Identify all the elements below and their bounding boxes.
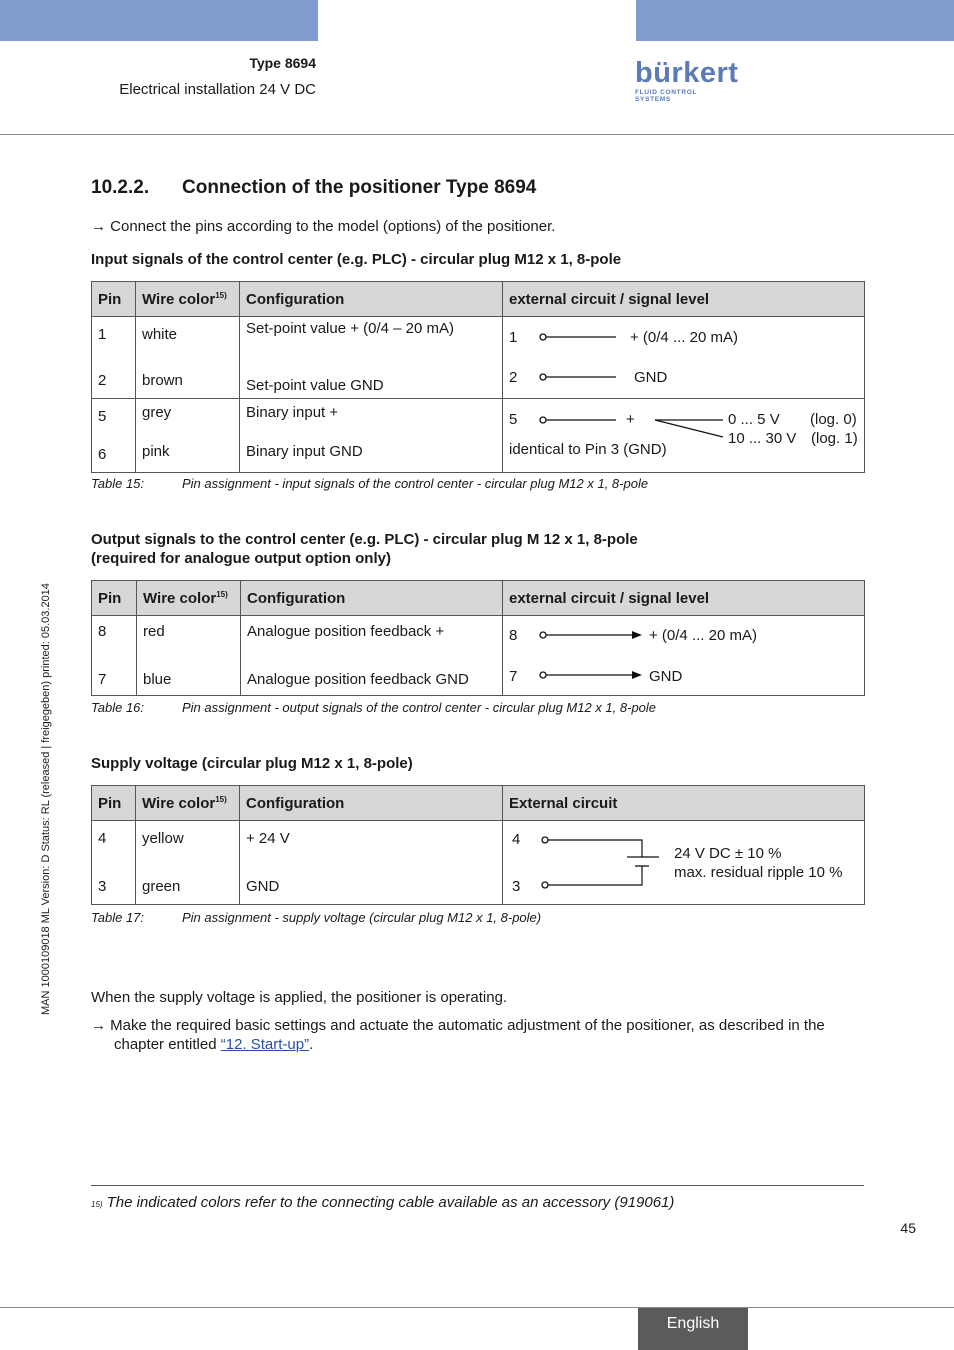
col-external: external circuit / signal level (503, 282, 865, 317)
pin-a: 1 (98, 326, 107, 343)
wire-b: brown (142, 372, 183, 389)
col-wire (136, 282, 240, 317)
ext-label-2: max. residual ripple 10 % (674, 864, 843, 881)
logo-word: bürkert (635, 57, 739, 89)
ext-log2: (log. 1) (811, 430, 858, 447)
pin-b: 7 (98, 671, 107, 688)
config-b: Analogue position feedback GND (247, 671, 469, 688)
body-paragraph-2-cont (114, 1036, 313, 1053)
ext-v2: 10 ... 30 V (728, 430, 797, 447)
wire-a: yellow (142, 830, 184, 847)
table1-caption (91, 476, 648, 491)
body-text: chapter entitled (114, 1036, 221, 1053)
ext-label-1: + (0/4 ... 20 mA) (649, 627, 757, 644)
body-text: . (309, 1036, 314, 1053)
ext-pin-2: 2 (509, 369, 518, 386)
caption-label: Table 16: (91, 700, 145, 715)
col-pin: Pin (92, 282, 136, 317)
ext-label-2: GND (649, 668, 683, 685)
col-wire-sup: 15) (216, 589, 228, 599)
header-subtitle: Electrical installation 24 V DC (119, 81, 316, 98)
header-type: Type 8694 (249, 55, 316, 71)
ext-plus: + (626, 411, 635, 428)
config-a: Analogue position feedback + (247, 623, 445, 640)
footnote-text: The indicated colors refer to the connecting cable available as an accessory (919061) (106, 1194, 675, 1211)
config-b: Set-point value GND (246, 377, 384, 394)
table-row (92, 317, 865, 399)
config-b: Binary input GND (246, 443, 363, 460)
ext-pin-2: 7 (509, 668, 518, 685)
burkert-logo (635, 57, 739, 103)
col-external: External circuit (503, 786, 865, 821)
header-bar-right (636, 0, 954, 41)
pin-b: 6 (98, 446, 107, 463)
ext-pin-2: 3 (512, 878, 521, 895)
ext-pin-1: 8 (509, 627, 518, 644)
startup-chapter-link[interactable]: “12. Start-up” (220, 1036, 310, 1053)
col-wire-label: Wire color (142, 794, 216, 812)
col-config: Configuration (240, 282, 503, 317)
logo-sub: FLUID CONTROL SYSTEMS (635, 89, 698, 103)
col-pin: Pin (92, 581, 137, 616)
language-tab: English (638, 1308, 748, 1350)
section-title (91, 177, 536, 199)
section-title-text: Connection of the positioner Type 8694 (182, 177, 537, 198)
col-pin: Pin (92, 786, 136, 821)
ext-v1: 0 ... 5 V (728, 411, 780, 428)
footnote-rule (91, 1185, 864, 1186)
table-supply-voltage (91, 785, 865, 905)
ext-note: identical to Pin 3 (GND) (509, 441, 667, 458)
table-row (92, 821, 865, 905)
ext-pin-1: 4 (512, 831, 521, 848)
pin-b: 3 (98, 878, 107, 895)
config-a: + 24 V (246, 830, 290, 847)
col-wire-label: Wire color (142, 290, 216, 308)
body-paragraph-2: → Make the required basic settings and actuate the automatic adjustment of the positioner, as described in the (91, 1017, 825, 1034)
table2-heading-1: Output signals to the control center (e.g. PLC) - circular plug M 12 x 1, 8-pole (91, 531, 638, 548)
wire-a: white (142, 326, 178, 343)
ext-label-2: GND (634, 369, 668, 386)
footer-rule (0, 1307, 954, 1308)
wire-a: red (143, 623, 165, 640)
col-wire-sup: 15) (215, 290, 227, 300)
col-wire-sup: 15) (215, 794, 227, 804)
table-input-signals (91, 281, 865, 473)
caption-text: Pin assignment - input signals of the control center - circular plug M12 x 1, 8-pole (182, 476, 649, 491)
ext-log1: (log. 0) (810, 411, 857, 428)
ext-label-1: + (0/4 ... 20 mA) (630, 329, 738, 346)
section-intro: → Connect the pins according to the model (options) of the positioner. (91, 218, 556, 235)
table-row (92, 616, 865, 696)
ext-pin-1: 5 (509, 411, 518, 428)
table3-heading: Supply voltage (circular plug M12 x 1, 8-pole) (91, 755, 413, 772)
table2-heading-2: (required for analogue output option only) (91, 550, 391, 567)
col-wire (137, 581, 241, 616)
section-number: 10.2.2. (91, 177, 150, 198)
pin-a: 4 (98, 830, 107, 847)
ext-label-1: 24 V DC ± 10 % (674, 845, 782, 862)
table-row (92, 399, 865, 473)
caption-text: Pin assignment - output signals of the control center - circular plug M12 x 1, 8-pole (182, 700, 657, 715)
header-rule (0, 134, 954, 135)
config-a: Binary input + (246, 404, 339, 421)
ext-pin-1: 1 (509, 329, 518, 346)
document-meta-sidebar: MAN 1000109018 ML Version: D Status: RL (released | freigegeben) printed: 05.03.2014 (40, 583, 52, 1015)
pin-b: 2 (98, 372, 107, 389)
wire-a: grey (142, 404, 172, 421)
footnote-mark: 15) (91, 1200, 103, 1209)
caption-label: Table 15: (91, 476, 145, 491)
col-config: Configuration (240, 786, 503, 821)
pin-a: 5 (98, 408, 107, 425)
table2-caption (91, 700, 656, 715)
config-b: GND (246, 878, 280, 895)
header-bar-left (0, 0, 318, 41)
col-external: external circuit / signal level (503, 581, 865, 616)
wire-b: pink (142, 443, 170, 460)
col-config: Configuration (241, 581, 503, 616)
caption-text: Pin assignment - supply voltage (circular plug M12 x 1, 8-pole) (182, 910, 542, 925)
col-wire-label: Wire color (143, 589, 217, 607)
footnote (91, 1194, 674, 1211)
table1-heading: Input signals of the control center (e.g. PLC) - circular plug M12 x 1, 8-pole (91, 251, 622, 268)
page-number: 45 (900, 1220, 916, 1236)
pin-a: 8 (98, 623, 107, 640)
battery-symbol (503, 821, 865, 904)
wire-b: green (142, 878, 181, 895)
table3-caption (91, 910, 541, 925)
wire-b: blue (143, 671, 172, 688)
col-wire (136, 786, 240, 821)
table-output-signals (91, 580, 865, 696)
caption-label: Table 17: (91, 910, 145, 925)
body-paragraph-1: When the supply voltage is applied, the positioner is operating. (91, 989, 508, 1006)
config-a: Set-point value + (0/4 – 20 mA) (246, 320, 455, 337)
